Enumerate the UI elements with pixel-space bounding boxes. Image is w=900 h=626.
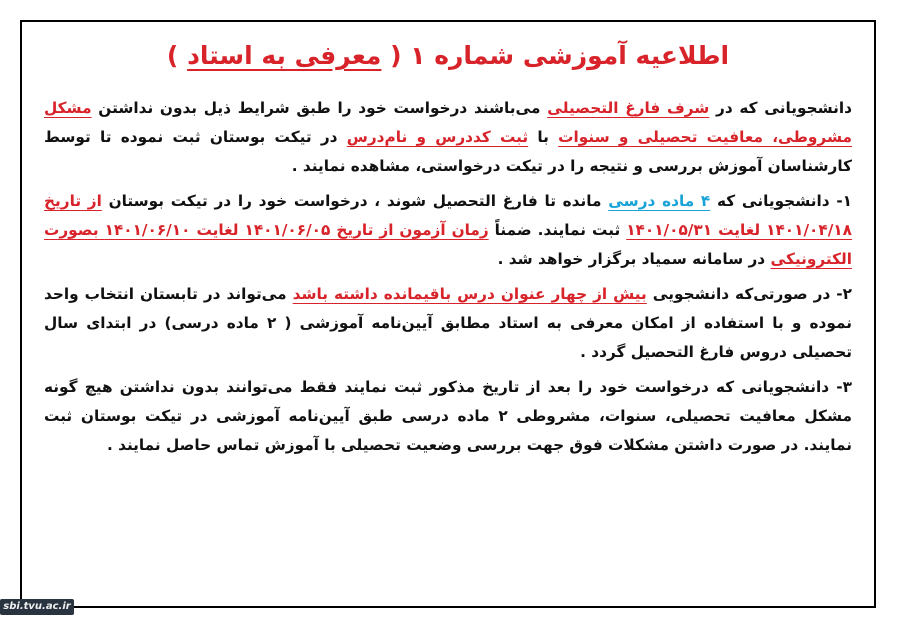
item-3-paragraph (44, 373, 852, 460)
title-main: اطلاعیه آموزشی شماره ۱ ( (390, 41, 730, 70)
announcement-title (22, 36, 874, 76)
item2-text-2: می‌تواند در تابستان انتخاب واحد نموده و با استفاده از امکان معرفی به استاد مطابق آیین‌نامه آموزشی ( ۲ ماده درسی) در ابتدای سال تحصیلی دروس فارغ التحصیل گردد . (44, 285, 852, 361)
site-watermark: sbi.tvu.ac.ir (0, 599, 74, 615)
item1-highlight-date-range: از تاریخ ۱۴۰۱/۰۴/۱۸ لغایت ۱۴۰۱/۰۵/۳۱ (44, 192, 852, 239)
item1-text-4: در سامانه سمیاد برگزار خواهد شد . (497, 250, 771, 268)
intro-text-1: دانشجویانی که در (709, 99, 852, 117)
intro-highlight-course-code: ثبت کددرس و نام‌درس (346, 128, 529, 146)
title-close: ) (166, 41, 179, 70)
item-1-paragraph (44, 187, 852, 274)
announcement-frame (20, 20, 876, 608)
intro-paragraph (44, 94, 852, 181)
intro-highlight-graduation: شرف فارغ التحصیلی (547, 99, 710, 117)
item3-text-1: ۳- دانشجویانی که درخواست خود را بعد از تاریخ مذکور ثبت نمایند فقط می‌توانند بدون نداشتن هیچ گونه مشکل معافیت تحصیلی، سنوات، مشروطی ۲ ماده درسی طبق آیین‌نامه آموزشی در تیکت بوستان ثبت نمایند. در صورت داشتن مشکلات فوق جهت بررسی وضعیت تحصیلی با آموزش تماس حاصل نمایند . (44, 378, 852, 454)
item1-text-1: ۱- دانشجویانی که (710, 192, 853, 210)
intro-highlight-conditions: مشکل مشروطی، معافیت تحصیلی و سنوات (44, 99, 852, 146)
intro-text-2: می‌باشند درخواست خود را طبق شرایط ذیل بدون نداشتن (91, 99, 548, 117)
item1-highlight-four-courses: ۴ ماده درسی (608, 192, 711, 210)
item1-text-3: ثبت نمایند. ضمناً (488, 221, 627, 239)
intro-text-3: با (528, 128, 559, 146)
item1-text-2: مانده تا فارغ التحصیل شوند ، درخواست خود را در تیکت بوستان (101, 192, 609, 210)
item2-text-1: ۲- در صورتی‌که دانشجویی (646, 285, 852, 303)
item2-highlight-remaining-courses: بیش از چهار عنوان درس باقیمانده داشته باشد (292, 285, 647, 303)
intro-text-4: در تیکت بوستان ثبت نموده تا توسط کارشناسان آموزش بررسی و نتیجه را در تیکت درخواستی، مشاهده نمایند . (44, 128, 852, 175)
announcement-body (44, 94, 852, 466)
title-underlined: معرفی به استاد (187, 41, 382, 70)
item-2-paragraph (44, 280, 852, 367)
item1-highlight-exam-dates: زمان آزمون از تاریخ ۱۴۰۱/۰۶/۰۵ لغایت ۱۴۰۱/۰۶/۱۰ بصورت الکترونیکی (44, 221, 852, 268)
